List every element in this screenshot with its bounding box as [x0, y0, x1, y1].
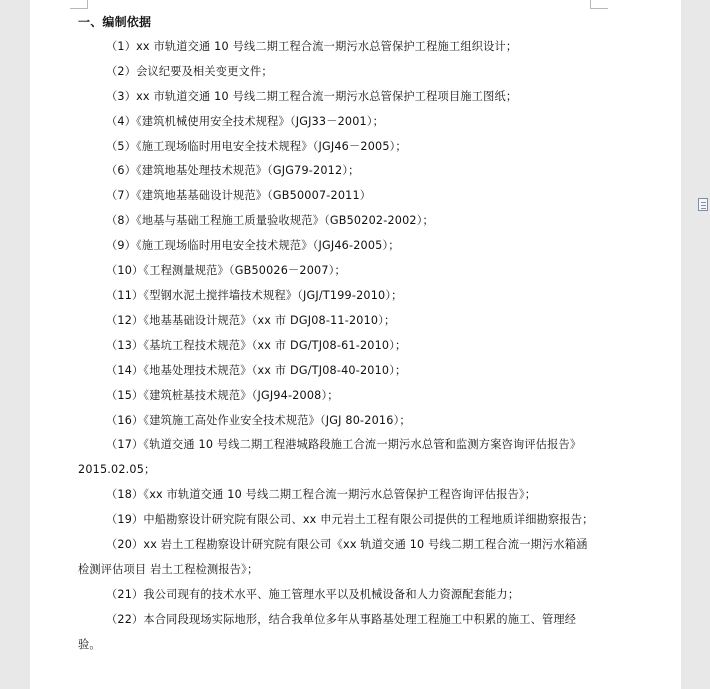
- reference-item-21: （21）我公司现有的技术水平、施工管理水平以及机械设备和人力资源配套能力；: [106, 587, 520, 601]
- reference-item-15: （15）《建筑桩基技术规范》（JGJ94-2008）；: [106, 388, 339, 402]
- reference-item-6: （6）《建筑地基处理技术规范》（GJG79-2012）；: [106, 164, 360, 178]
- reference-item-16: （16）《建筑施工高处作业安全技术规范》（JGJ 80-2016）；: [106, 413, 411, 427]
- reference-item-13: （13）《基坑工程技术规范》（xx 市 DG/TJ08-61-2010）；: [106, 338, 407, 352]
- reference-item-7: （7）《建筑地基基础设计规范》（GB50007-2011）: [106, 189, 372, 203]
- page-corner-mark-left: [70, 0, 88, 9]
- reference-item-5: （5）《施工现场临时用电安全技术规程》（JGJ46－2005）；: [106, 139, 407, 153]
- reference-list: [78, 35, 598, 658]
- document-icon[interactable]: [698, 198, 708, 211]
- reference-item-3: （3）xx 市轨道交通 10 号线二期工程合流一期污水总管保护工程项目施工图纸；: [106, 89, 518, 103]
- reference-item-1: （1）xx 市轨道交通 10 号线二期工程合流一期污水总管保护工程施工组织设计；: [106, 39, 518, 53]
- page-corner-mark-right: [590, 0, 608, 9]
- reference-item-20: （20）xx 岩土工程勘察设计研究院有限公司《xx 轨道交通 10 号线二期工程合流一期污水箱涵检测评估项目 岩土工程检测报告》；: [78, 538, 588, 576]
- reference-item-14: （14）《地基处理技术规范》（xx 市 DG/TJ08-40-2010）；: [106, 363, 407, 377]
- reference-item-18: （18）《xx 市轨道交通 10 号线二期工程合流一期污水总管保护工程咨询评估报告》；: [106, 488, 537, 502]
- reference-item-22: （22）本合同段现场实际地形，结合我单位多年从事路基处理工程施工中积累的施工、管理经验。: [78, 612, 577, 651]
- reference-item-4: （4）《建筑机械使用安全技术规程》（JGJ33－2001）；: [106, 114, 385, 128]
- reference-item-19: （19）中船勘察设计研究院有限公司、xx 申元岩土工程有限公司提供的工程地质详细勘察报告；: [106, 513, 594, 527]
- reference-item-9: （9）《施工现场临时用电安全技术规范》（JGJ46-2005）；: [106, 239, 400, 253]
- reference-item-11: （11）《型钢水泥土搅拌墙技术规程》（JGJ/T199-2010）；: [106, 288, 403, 302]
- section-heading: 一、编制依据: [78, 15, 152, 29]
- reference-item-12: （12）《地基基础设计规范》（xx 市 DGJ08-11-2010）；: [106, 313, 396, 327]
- reference-item-8: （8）《地基与基础工程施工质量验收规范》（GB50202-2002）；: [106, 214, 434, 228]
- reference-item-2: （2）会议纪要及相关变更文件；: [106, 64, 273, 78]
- document-body: [78, 10, 598, 658]
- reference-item-10: （10）《工程测量规范》（GB50026－2007）；: [106, 264, 346, 278]
- reference-item-17: （17）《轨道交通 10 号线二期工程港城路段施工合流一期污水总管和监测方案咨询评估报告》2015.02.05；: [78, 438, 582, 477]
